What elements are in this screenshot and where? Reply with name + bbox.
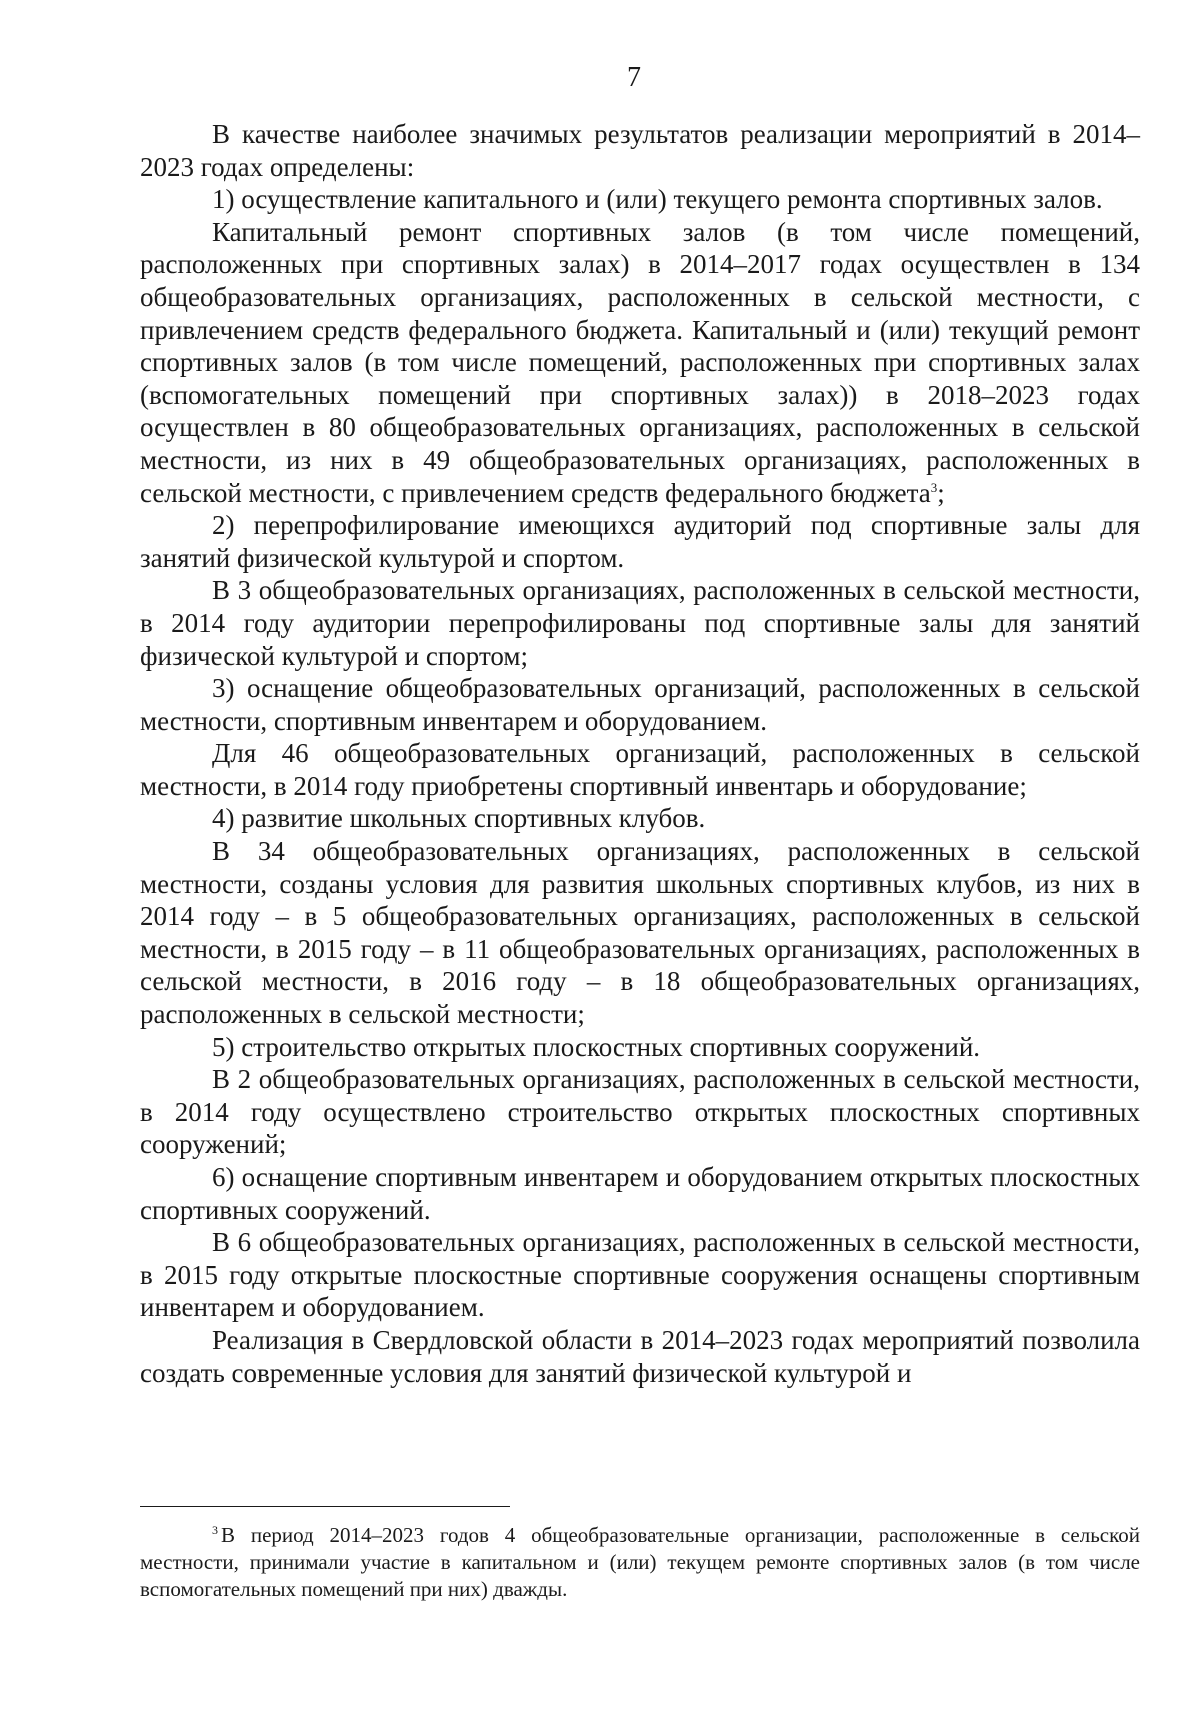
footnote-mark: 3 xyxy=(212,1523,218,1537)
paragraph-item-2: 2) перепрофилирование имеющихся аудиторий под спортивные залы для занятий физической культурой и спортом. xyxy=(140,510,1140,573)
paragraph-item-4: 4) развитие школьных спортивных клубов. xyxy=(212,803,706,834)
footnote-reference-punctuation: ; xyxy=(937,477,945,508)
document-body xyxy=(140,118,1140,1389)
paragraph-intro: В качестве наиболее значимых результатов реализации мероприятий в 2014–2023 годах определены: xyxy=(140,119,1140,182)
footnote-text: В период 2014–2023 годов 4 общеобразовательные организации, расположенные в сельской местности, принимали участие в капитальном и (или) текущем ремонте спортивных залов (в том числе вспомогательных помещений при них) дважды. xyxy=(140,1523,1140,1601)
paragraph-conclusion: Реализация в Свердловской области в 2014–2023 годах мероприятий позволила создать современные условия для занятий физической культурой и xyxy=(140,1324,1140,1388)
paragraph-item-2-details: В 3 общеобразовательных организациях, расположенных в сельской местности, в 2014 году аудитории перепрофилированы под спортивные залы для занятий физической культурой и спортом; xyxy=(140,575,1140,671)
paragraph-item-5-details: В 2 общеобразовательных организациях, расположенных в сельской местности, в 2014 году осуществлено строительство открытых плоскостных спортивных сооружений; xyxy=(140,1064,1140,1160)
footnote-reference: 3 xyxy=(930,479,938,495)
page-number: 7 xyxy=(627,62,641,93)
paragraph-item-4-details: В 34 общеобразовательных организациях, расположенных в сельской местности, созданы условия для развития школьных спортивных клубов, из них в 2014 году – в 5 общеобразовательных организациях, расположенных в сельской местности, в 2015 году – в 11 общеобразовательных организациях, расположенных в сельской местности, в 2016 году – в 18 общеобразовательных организациях, расположенных в сельской местности; xyxy=(140,836,1140,1030)
footnote xyxy=(140,1522,1140,1603)
paragraph-item-1-details-text: Капитальный ремонт спортивных залов (в том числе помещений, расположенных при спортивных залах) в 2014–2017 годах осуществлен в 134 общеобразовательных организациях, расположенных в сельской местности, с привлечением средств федерального бюджета. Капитальный и (или) текущий ремонт спортивных залов (в том числе помещений, расположенных при спортивных залах (вспомогательных помещений при спортивных залах)) в 2018–2023 годах осуществлен в 80 общеобразовательных организациях, расположенных в сельской местности, из них в 49 общеобразовательных организациях, расположенных в сельской местности, с привлечением средств федерального бюджета xyxy=(140,216,1140,508)
paragraph-item-6: 6) оснащение спортивным инвентарем и оборудованием открытых плоскостных спортивных сооружений. xyxy=(140,1162,1140,1225)
footnote-paragraph xyxy=(140,1522,1140,1603)
paragraph-item-1-details xyxy=(140,216,1140,509)
paragraph-item-3-details: Для 46 общеобразовательных организаций, расположенных в сельской местности, в 2014 году приобретены спортивный инвентарь и оборудование; xyxy=(140,738,1140,801)
footnote-separator xyxy=(140,1506,510,1507)
paragraph-item-6-details: В 6 общеобразовательных организациях, расположенных в сельской местности, в 2015 году открытые плоскостные спортивные сооружения оснащены спортивным инвентарем и оборудованием. xyxy=(140,1227,1140,1323)
paragraph-item-5: 5) строительство открытых плоскостных спортивных сооружений. xyxy=(212,1031,981,1062)
paragraph-item-1: 1) осуществление капитального и (или) текущего ремонта спортивных залов. xyxy=(212,184,1103,215)
paragraph-item-3: 3) оснащение общеобразовательных организаций, расположенных в сельской местности, спортивным инвентарем и оборудованием. xyxy=(140,673,1140,736)
